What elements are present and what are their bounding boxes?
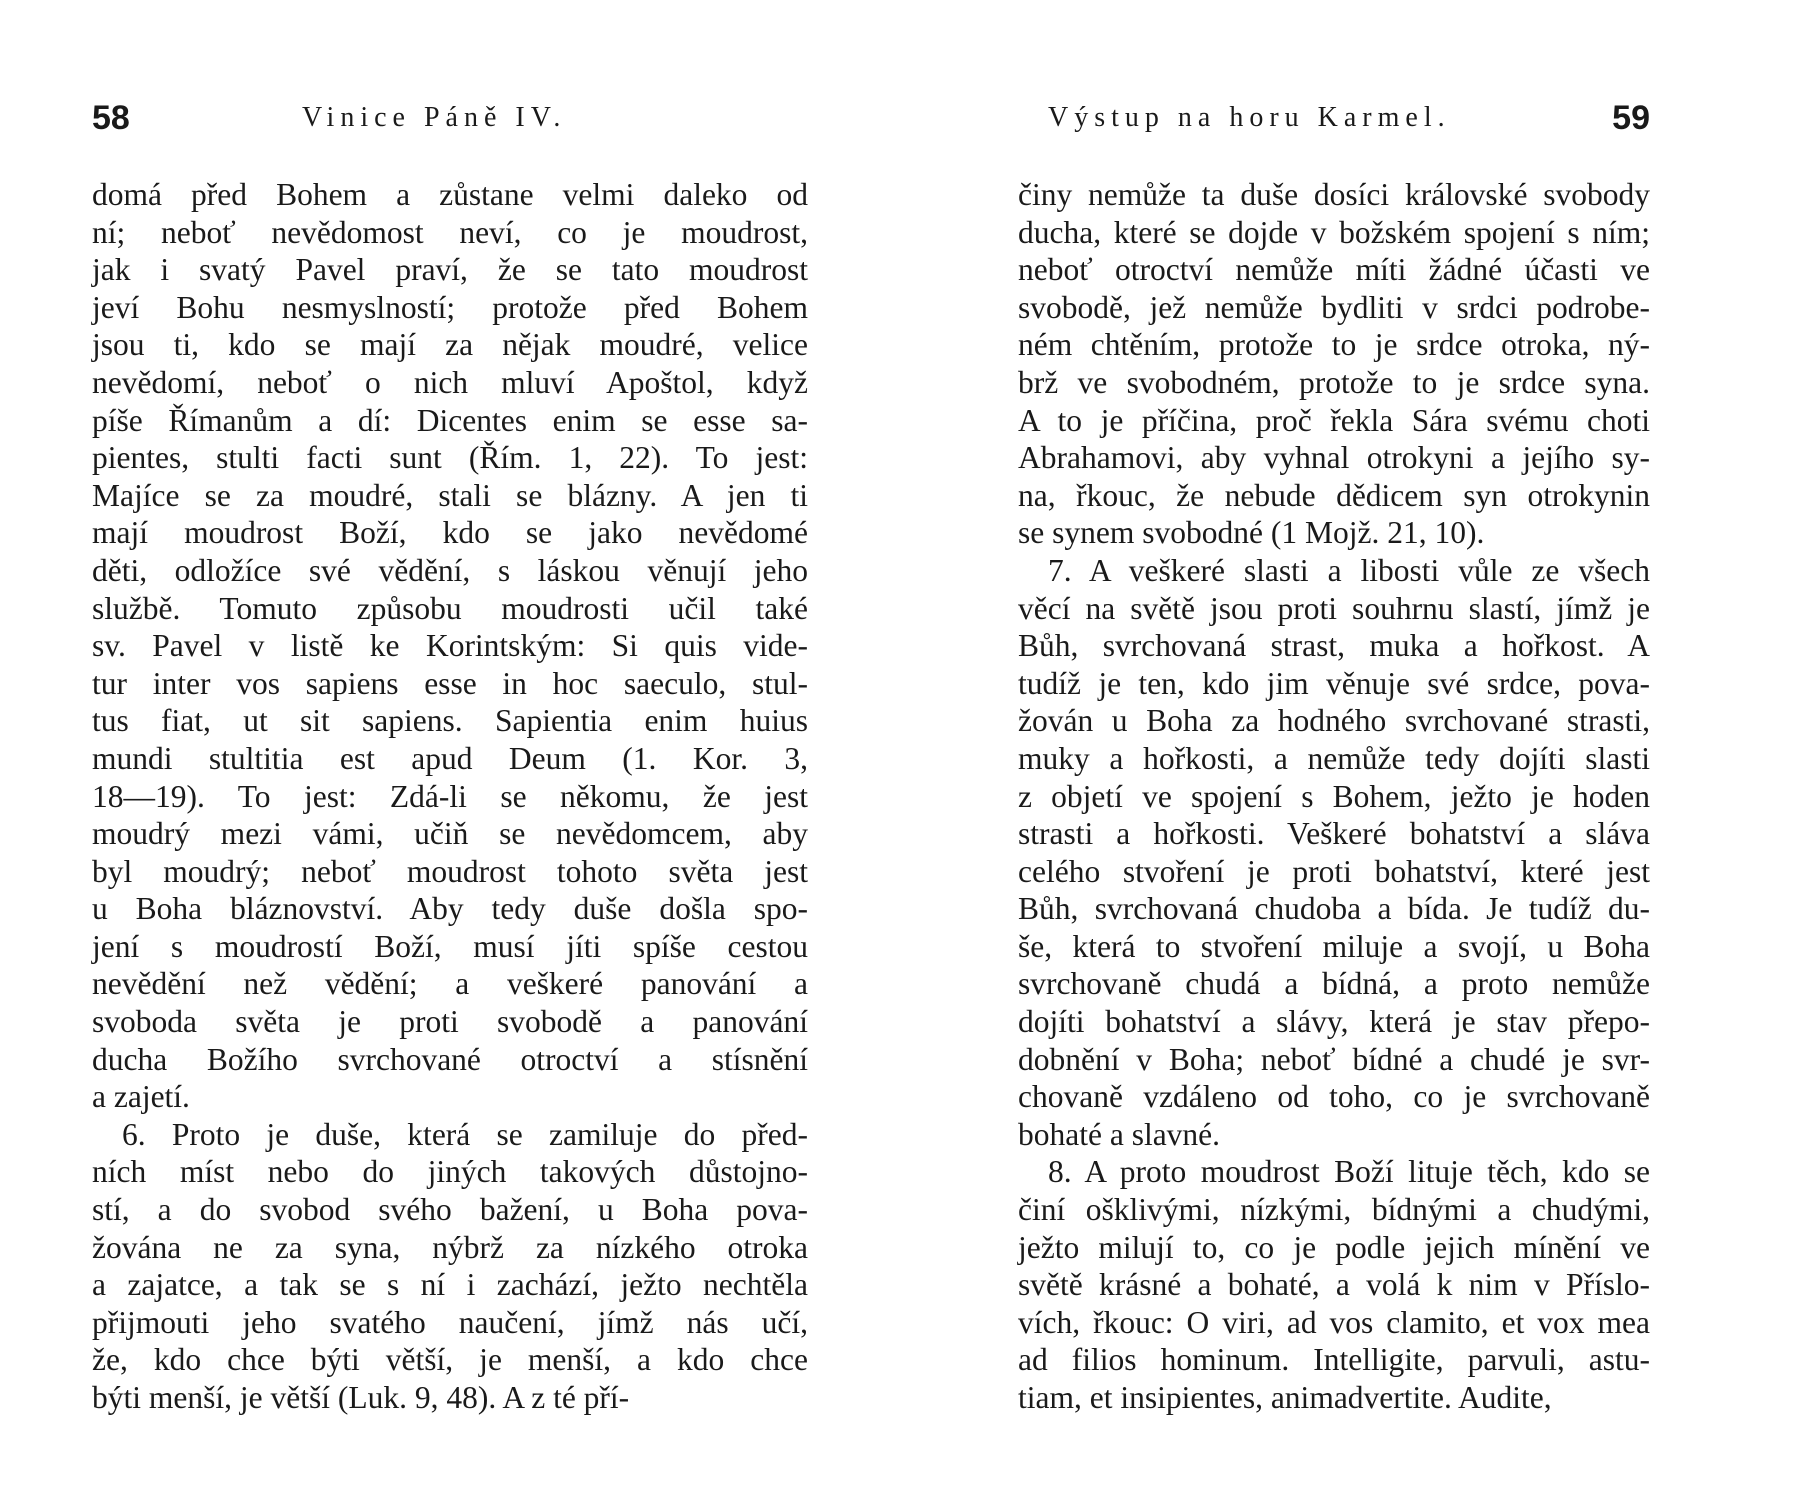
text-line: bohaté a slavné. [1018, 1116, 1221, 1152]
text-line: 18—19). To jest: Zdá-li se někomu, že jest [92, 778, 808, 814]
text-line: píše Římanům a dí: Dicentes enim se esse sa- [92, 402, 808, 438]
text-line: moudrý mezi vámi, učiň se nevědomcem, aby [92, 816, 808, 852]
text-line: tur inter vos sapiens esse in hoc saeculo, stul- [92, 665, 808, 701]
text-line: přijmouti jeho svatého naučení, jímž nás učí, [92, 1304, 808, 1340]
text-line: chovaně vzdáleno od toho, co je svrchovaně [1018, 1079, 1650, 1115]
page-number: 58 [92, 99, 130, 137]
text-line: A to je příčina, proč řekla Sára svému choti [1018, 402, 1650, 438]
text-line: 6. Proto je duše, která se zamiluje do před- [122, 1116, 808, 1152]
text-line: Abrahamovi, aby vyhnal otrokyni a jejího sy- [1018, 440, 1650, 476]
right-page-body [1018, 176, 1650, 1417]
text-line: domá před Bohem a zůstane velmi daleko od [92, 177, 808, 212]
text-line: jeví Bohu nesmyslností; protože před Bohem [92, 289, 808, 325]
text-line: nevědění než vědění; a veškeré panování a [92, 966, 808, 1002]
text-line: ní; neboť nevědomost neví, co je moudrost, [92, 214, 808, 250]
text-line: službě. Tomuto způsobu moudrosti učil také [92, 590, 808, 626]
page-number: 59 [1612, 99, 1650, 137]
text-line: še, která to stvoření miluje a svojí, u Boha [1018, 928, 1650, 964]
text-line: jení s moudrostí Boží, musí jíti spíše cestou [92, 928, 808, 964]
text-line: ném chtěním, protože to je srdce otroka, ný- [1018, 327, 1650, 363]
text-line: svrchovaně chudá a bídná, a proto nemůže [1018, 966, 1650, 1002]
text-line: dobnění v Boha; neboť bídné a chudé je svr- [1018, 1041, 1650, 1077]
text-line: nevědomí, neboť o nich mluví Apoštol, když [92, 364, 808, 400]
text-line: Bůh, svrchovaná chudoba a bída. Je tudíž du- [1018, 891, 1650, 927]
text-line: děti, odložíce své vědění, s láskou věnují jeho [92, 552, 808, 588]
text-line: ních míst nebo do jiných takových důstojno- [92, 1154, 808, 1190]
text-line: činy nemůže ta duše dosíci královské svobody [1018, 177, 1650, 212]
text-line: celého stvoření je proti bohatství, které jest [1018, 853, 1650, 889]
text-line: žován u Boha za hodného svrchované strasti, [1018, 703, 1650, 739]
text-line: svoboda světa je proti svobodě a panování [92, 1004, 808, 1040]
text-line: tudíž je ten, kdo jim věnuje své srdce, pova- [1018, 665, 1650, 701]
left-page-body [92, 176, 808, 1417]
text-line: a zajetí. [92, 1079, 190, 1115]
text-line: tus fiat, ut sit sapiens. Sapientia enim huius [92, 703, 808, 739]
text-line: strasti a hořkosti. Veškeré bohatství a sláva [1018, 816, 1650, 852]
text-line: vích, řkouc: O viri, ad vos clamito, et vox mea [1018, 1304, 1650, 1340]
text-line: stí, a do svobod svého bažení, u Boha pova- [92, 1192, 808, 1228]
text-line: z objetí ve spojení s Bohem, ježto je hoden [1018, 778, 1650, 814]
text-line: se synem svobodné (1 Mojž. 21, 10). [1018, 515, 1485, 551]
text-line: býti menší, je větší (Luk. 9, 48). A z té pří- [92, 1380, 630, 1415]
text-line: 7. A veškeré slasti a libosti vůle ze všech [1048, 552, 1650, 588]
text-line: neboť otroctví nemůže míti žádné účasti ve [1018, 252, 1650, 288]
text-line: u Boha bláznovství. Aby tedy duše došla spo- [92, 891, 808, 927]
text-line: sv. Pavel v listě ke Korintským: Si quis vide- [92, 628, 808, 664]
text-line: mají moudrost Boží, kdo se jako nevědomé [92, 515, 808, 551]
text-line: že, kdo chce býti větší, je menší, a kdo chce [92, 1342, 808, 1378]
text-line: muky a hořkosti, a nemůže tedy dojíti slasti [1018, 740, 1650, 776]
text-line: činí ošklivými, nízkými, bídnými a chudými, [1018, 1192, 1650, 1228]
text-line: tiam, et insipientes, animadvertite. Audite, [1018, 1380, 1552, 1415]
text-line: pientes, stulti facti sunt (Řím. 1, 22). To jest: [92, 440, 808, 476]
left-page-header [92, 98, 808, 138]
text-line: dojíti bohatství a slávy, která je stav přepo- [1018, 1004, 1650, 1040]
text-line: světě krásné a bohaté, a volá k nim v Příslo- [1018, 1267, 1650, 1303]
text-line: mundi stultitia est apud Deum (1. Kor. 3, [92, 740, 808, 776]
running-title: Výstup na horu Karmel. [1048, 102, 1451, 133]
text-line: věcí na světě jsou proti souhrnu slastí, jímž je [1018, 590, 1650, 626]
text-line: na, řkouc, že nebude dědicem syn otrokynin [1018, 477, 1650, 513]
text-line: žována ne za syna, nýbrž za nízkého otroka [92, 1229, 808, 1265]
text-line: Majíce se za moudré, stali se blázny. A jen ti [92, 477, 808, 513]
text-line: a zajatce, a tak se s ní i zachází, ježto nechtěla [92, 1267, 808, 1303]
right-page-header [1018, 98, 1650, 138]
text-line: 8. A proto moudrost Boží lituje těch, kdo se [1048, 1154, 1650, 1190]
text-line: ježto milují to, co je podle jejich mínění ve [1018, 1229, 1650, 1265]
text-line: jsou ti, kdo se mají za nějak moudré, velice [92, 327, 808, 363]
text-line: brž ve svobodném, protože to je srdce syna. [1018, 364, 1650, 400]
right-page [908, 0, 1816, 1500]
text-line: ad filios hominum. Intelligite, parvuli, astu- [1018, 1342, 1650, 1378]
text-line: svobodě, jež nemůže bydliti v srdci podrobe- [1018, 289, 1650, 325]
running-title: Vinice Páně IV. [302, 102, 567, 133]
text-line: byl moudrý; neboť moudrost tohoto světa jest [92, 853, 808, 889]
text-line: ducha, které se dojde v božském spojení s ním; [1018, 214, 1650, 250]
text-line: ducha Božího svrchované otroctví a stísnění [92, 1041, 808, 1077]
text-line: Bůh, svrchovaná strast, muka a hořkost. A [1018, 628, 1650, 664]
text-line: jak i svatý Pavel praví, že se tato moudrost [92, 252, 808, 288]
